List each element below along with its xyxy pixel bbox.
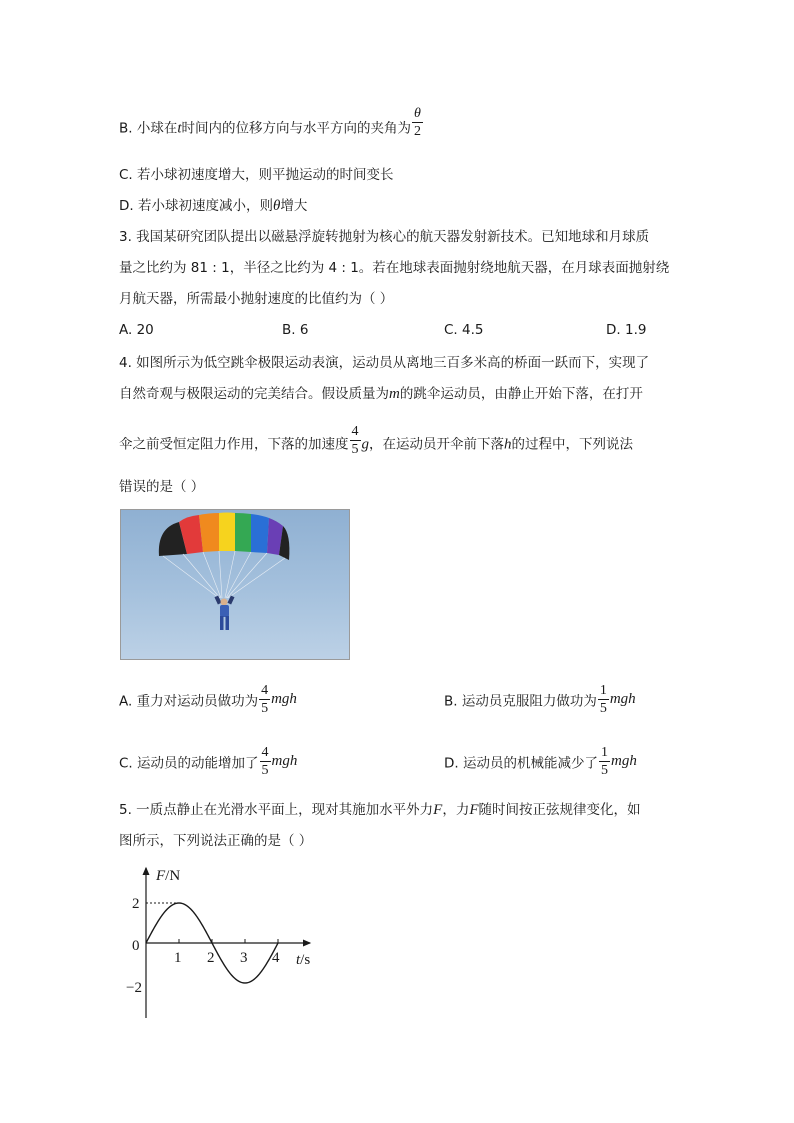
q2-option-c: C. 若小球初速度增大，则平抛运动的时间变长: [119, 167, 394, 183]
force-time-graph: [126, 860, 330, 1029]
q5-line-2: 图所示，下列说法正确的是（ ）: [119, 833, 313, 849]
q3-option-d: D. 1.9: [606, 322, 647, 338]
q4-option-c: C. 运动员的动能增加了 $\frac{4}{5}$ mgh: [119, 745, 298, 778]
q4-line-2: 自然奇观与极限运动的完美结合。假设质量为m的跳伞运动员，由静止开始下落，在打开: [119, 386, 643, 402]
y-axis-label: F/N: [156, 868, 181, 884]
y-tick-neg2: −2: [126, 980, 142, 996]
q4-line-4: 错误的是（ ）: [119, 479, 205, 495]
q2-option-b: B. 小球在t时间内的位移方向与水平方向的夹角为 $\frac{\theta}{2}$: [119, 106, 421, 139]
x-tick-3: 3: [240, 950, 248, 966]
x-tick-2: 2: [207, 950, 215, 966]
q4-option-d: D. 运动员的机械能减少了 $\frac{1}{5}$ mgh: [444, 745, 637, 778]
x-tick-4: 4: [272, 950, 280, 966]
force-time-chart: [126, 860, 330, 1025]
q4-line-3: 伞之前受恒定阻力作用，下落的加速度 $\frac{4}{5}$ g，在运动员开伞前下落h的过程中，下列说法: [119, 424, 633, 457]
x-tick-1: 1: [174, 950, 182, 966]
q2-option-d: D. 若小球初速度减小，则θ增大: [119, 198, 308, 214]
jumper: [214, 596, 234, 630]
fraction-4-5: $\frac{4}{5}$: [351, 424, 359, 457]
origin-label: 0: [132, 938, 140, 954]
q4-line-1: 4. 如图所示为低空跳伞极限运动表演，运动员从离地三百多米高的桥面一跃而下，实现了: [119, 355, 650, 371]
suspension-lines: [163, 551, 285, 598]
q5-line-1: 5. 一质点静止在光滑水平面上，现对其施加水平外力F，力F随时间按正弦规律变化，如: [119, 802, 641, 818]
q3-line-2: 量之比约为 81 : 1，半径之比约为 4 : 1。若在地球表面抛射绕地航天器，在月球表面抛射绕: [119, 260, 670, 276]
q3-line-1: 3. 我国某研究团队提出以磁悬浮旋转抛射为核心的航天器发射新技术。已知地球和月球质: [119, 229, 650, 245]
q4-option-b: B. 运动员克服阻力做功为 $\frac{1}{5}$ mgh: [444, 683, 636, 716]
canopy: [159, 513, 291, 561]
q3-option-c: C. 4.5: [444, 322, 484, 338]
y-tick-2: 2: [132, 896, 140, 912]
var-t: t: [177, 120, 182, 137]
parachute-photo: [120, 509, 350, 660]
fraction-theta-over-2: $\frac{\theta}{2}$: [413, 106, 421, 139]
q4-option-a: A. 重力对运动员做功为 $\frac{4}{5}$ mgh: [119, 683, 297, 716]
q3-line-3: 月航天器，所需最小抛射速度的比值约为（ ）: [119, 291, 394, 307]
q3-option-a: A. 20: [119, 322, 154, 338]
parachutist-illustration: [121, 510, 351, 661]
x-axis-label: t/s: [296, 952, 311, 968]
q3-option-b: B. 6: [282, 322, 309, 338]
